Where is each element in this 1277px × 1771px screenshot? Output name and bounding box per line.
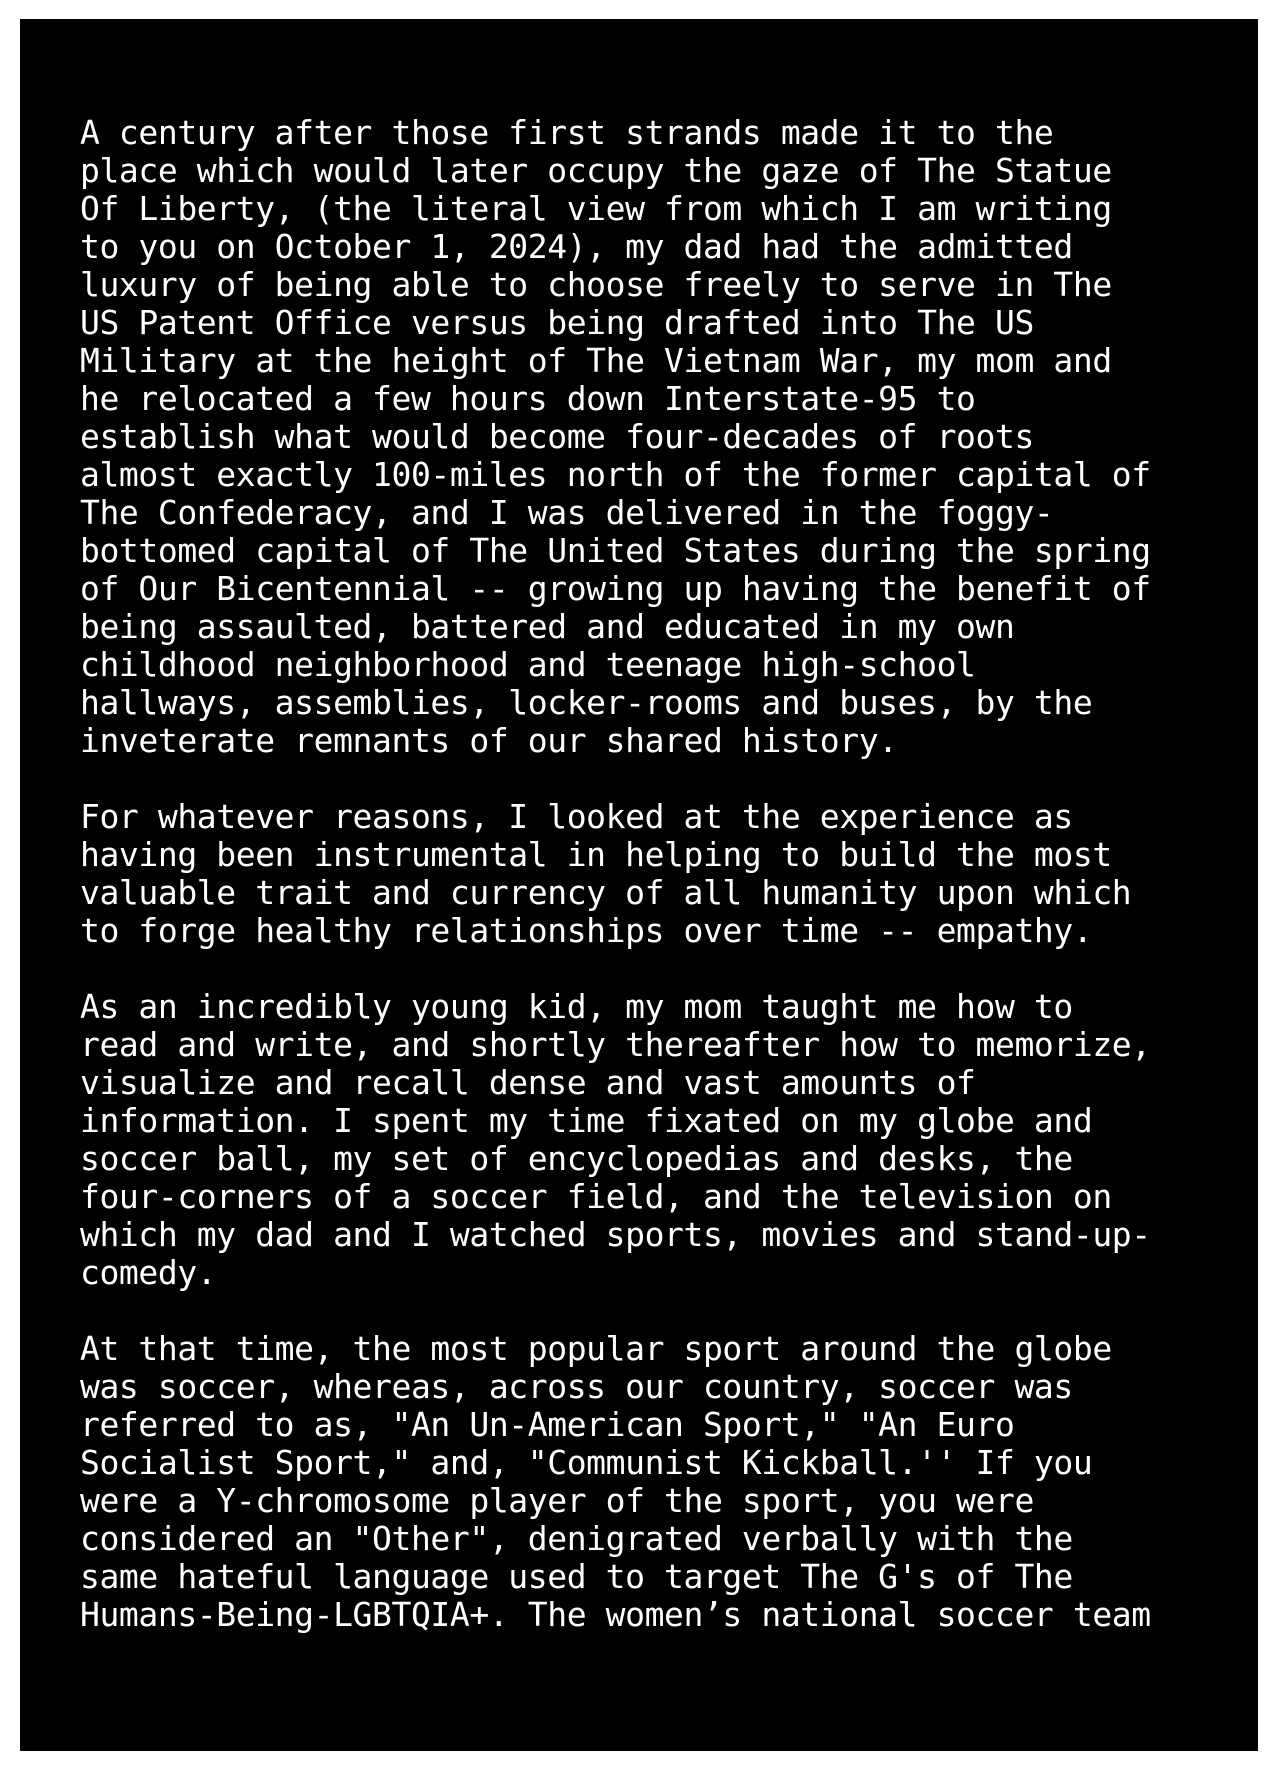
paragraph-empathy: For whatever reasons, I looked at the experience as having been instrumental in helping to build the most valuable trait and currency of all humanity upon which to forge healthy relationships over time -- empathy. xyxy=(80,797,1132,950)
paragraph-childhood: As an incredibly young kid, my mom taught me how to read and write, and shortly thereafter how to memorize, visualize and recall dense and vast amounts of information. I spent my time fixated on my globe and soccer ball, my set of encyclopedias and desks, the four-corners of a soccer field, and the television on which my dad and I watched sports, movies and stand-up- comedy. xyxy=(80,987,1151,1292)
document-page xyxy=(20,19,1258,1751)
paragraph-origins: A century after those first strands made it to the place which would later occupy the gaze of The Statue Of Liberty, (the literal view from which I am writing to you on October 1, 2024), my dad had the admitted luxury of being able to choose freely to serve in The US Patent Office versus being drafted into The US Military at the height of The Vietnam War, my mom and he relocated a few hours down Interstate-95 to establish what would become four-decades of roots almost exactly 100-miles north of the former capital of The Confederacy, and I was delivered in the foggy- bottomed capital of The United States during the spring of Our Bicentennial -- growing up having the benefit of being assaulted, battered and educated in my own childhood neighborhood and teenage high-school hallways, assemblies, locker-rooms and buses, by the inveterate remnants of our shared history. xyxy=(80,113,1151,760)
paragraph-soccer: At that time, the most popular sport around the globe was soccer, whereas, across our country, soccer was referred to as, "An Un-American Sport," "An Euro Socialist Sport," and, "Communist Kickball.'' If you were a Y-chromosome player of the sport, you were considered an "Other", denigrated verbally with the same hateful language used to target The G's of The Humans-Being-LGBTQIA+. The women’s national soccer team xyxy=(80,1329,1151,1634)
